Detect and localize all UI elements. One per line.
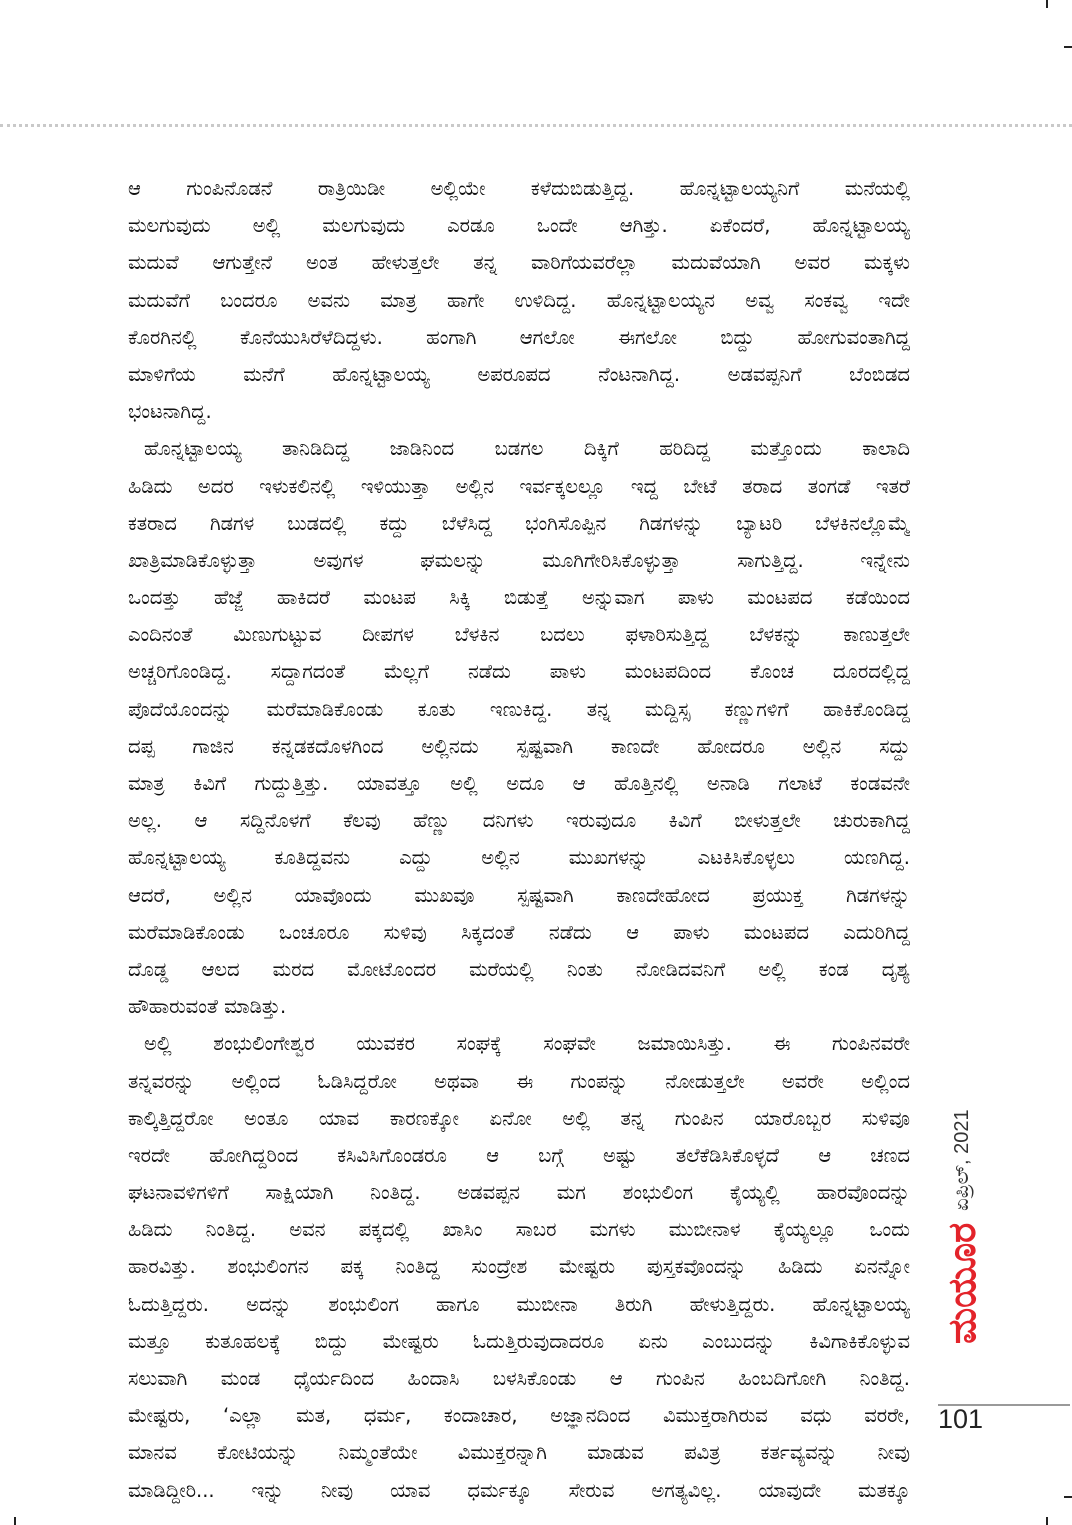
crop-mark-top-right (1046, 0, 1048, 8)
body-line: ಮದುವೆ ಆಗುತ್ತೇನೆ ಅಂತ ಹೇಳುತ್ತಲೇ ತನ್ನ ವಾರಿಗೆಯವರೆಲ್ಲಾ ಮದುವೆಯಾಗಿ ಅವರ ಮಕ್ಕಳು (128, 251, 910, 275)
crop-mark-bottom-right (1046, 1517, 1048, 1525)
body-line: ಹೊನ್ನಟ್ಟಾಲಯ್ಯ ಕೂತಿದ್ದವನು ಎದ್ದು ಅಲ್ಲಿನ ಮುಖಗಳನ್ನು ಎಟಕಿಸಿಕೊಳ್ಳಲು ಯಣಗಿದ್ದ. (128, 846, 910, 870)
body-line: ಖಾತ್ರಿಮಾಡಿಕೊಳ್ಳುತ್ತಾ ಅವುಗಳ ಘಮಲನ್ನು ಮೂಗಿಗೇರಿಸಿಕೊಳ್ಳುತ್ತಾ ಸಾಗುತ್ತಿದ್ದ. ಇನ್ನೇನು (128, 548, 910, 572)
body-line: ಮಾಳಿಗೆಯ ಮನೆಗೆ ಹೊನ್ನಟ್ಟಾಲಯ್ಯ ಅಪರೂಪದ ನೆಂಟನಾಗಿದ್ದ. ಅಡವಪ್ಪನಿಗೆ ಬೆಂಬಿಡದ (128, 362, 910, 386)
body-line: ತನ್ನವರನ್ನು ಅಲ್ಲಿಂದ ಓಡಿಸಿದ್ದರೋ ಅಥವಾ ಈ ಗುಂಪನ್ನು ನೋಡುತ್ತಲೇ ಅವರೇ ಅಲ್ಲಿಂದ (128, 1069, 910, 1093)
crop-mark-bottom-left (14, 1517, 16, 1525)
body-line: ಭಂಟನಾಗಿದ್ದ. (128, 400, 212, 424)
body-line: ಆದರೆ, ಅಲ್ಲಿನ ಯಾವೊಂದು ಮುಖವೂ ಸ್ಪಷ್ಟವಾಗಿ ಕಾಣದೇಹೋದ ಪ್ರಯುಕ್ತ ಗಿಡಗಳನ್ನು (128, 883, 910, 907)
body-line: ಅಚ್ಚರಿಗೊಂಡಿದ್ದ. ಸದ್ದಾಗದಂತೆ ಮೆಲ್ಲಗೆ ನಡೆದು ಪಾಳು ಮಂಟಪದಿಂದ ಕೊಂಚ ದೂರದಲ್ಲಿದ್ದ (128, 660, 910, 684)
header-dotted-rule (0, 124, 1072, 127)
page-number: 101 (938, 1404, 984, 1434)
body-line: ಎಂದಿನಂತೆ ಮಿಣುಗುಟ್ಟುವ ದೀಪಗಳ ಬೆಳಕಿನ ಬದಲು ಫಳಾರಿಸುತ್ತಿದ್ದ ಬೆಳಕನ್ನು ಕಾಣುತ್ತಲೇ (128, 623, 910, 647)
magazine-logo: ಮಯೂರ (940, 1222, 984, 1344)
body-line: ಘಟನಾವಳಿಗಳಿಗೆ ಸಾಕ್ಷಿಯಾಗಿ ನಿಂತಿದ್ದ. ಅಡವಪ್ಪನ ಮಗ ಶಂಭುಲಿಂಗ ಕೈಯ್ಯಲ್ಲಿ ಹಾರವೊಂದನ್ನು (128, 1181, 910, 1205)
body-line: ಕತರಾದ ಗಿಡಗಳ ಬುಡದಲ್ಲಿ ಕದ್ದು ಬೆಳೆಸಿದ್ದ ಭಂಗಿಸೊಪ್ಪಿನ ಗಿಡಗಳನ್ನು ಬ್ಯಾಟರಿ ಬೆಳಕಿನಲ್ಲೊಮ್ಮೆ (128, 511, 910, 535)
crop-mark-right-upper (1064, 46, 1072, 48)
body-line: ಅಲ್ಲ. ಆ ಸದ್ದಿನೊಳಗೆ ಕೆಲವು ಹೆಣ್ಣು ದನಿಗಳು ಇರುವುದೂ ಕಿವಿಗೆ ಬೀಳುತ್ತಲೇ ಚುರುಕಾಗಿದ್ದ (128, 809, 910, 833)
body-line: ಹಾರವಿತ್ತು. ಶಂಭುಲಿಂಗನ ಪಕ್ಕ ನಿಂತಿದ್ದ ಸುಂದ್ರೇಶ ಮೇಷ್ಟರು ಪುಸ್ತಕವೊಂದನ್ನು ಹಿಡಿದು ಏನನ್ನೋ (128, 1255, 910, 1279)
body-line: ಪೊದೆಯೊಂದನ್ನು ಮರೆಮಾಡಿಕೊಂಡು ಕೂತು ಇಣುಕಿದ್ದ. ತನ್ನ ಮದ್ದಿಸ್ಸ ಕಣ್ಣುಗಳಿಗೆ ಹಾಕಿಕೊಂಡಿದ್ದ (128, 697, 910, 721)
body-line: ದಪ್ಪ ಗಾಜಿನ ಕನ್ನಡಕದೊಳಗಿಂದ ಅಲ್ಲಿನದು ಸ್ಪಷ್ಟವಾಗಿ ಕಾಣದೇ ಹೋದರೂ ಅಲ್ಲಿನ ಸದ್ದು (128, 734, 910, 758)
body-line: ಹಿಡಿದು ನಿಂತಿದ್ದ. ಅವನ ಪಕ್ಕದಲ್ಲಿ ಖಾಸಿಂ ಸಾಬರ ಮಗಳು ಮುಬೀನಾಳ ಕೈಯ್ಯಲ್ಲೂ ಒಂದು (128, 1218, 910, 1242)
body-line: ಒಂದತ್ತು ಹೆಜ್ಜೆ ಹಾಕಿದರೆ ಮಂಟಪ ಸಿಕ್ಕಿ ಬಿಡುತ್ತೆ ಅನ್ನುವಾಗ ಪಾಳು ಮಂಟಪದ ಕಡೆಯಿಂದ (128, 586, 910, 610)
body-line: ಮಲಗುವುದು ಅಲ್ಲಿ ಮಲಗುವುದು ಎರಡೂ ಒಂದೇ ಆಗಿತ್ತು. ಏಕೆಂದರೆ, ಹೊನ್ನಟ್ಟಾಲಯ್ಯ (128, 214, 910, 238)
body-line: ಮರೆಮಾಡಿಕೊಂಡು ಒಂಚೂರೂ ಸುಳಿವು ಸಿಕ್ಕದಂತೆ ನಡೆದು ಆ ಪಾಳು ಮಂಟಪದ ಎದುರಿಗಿದ್ದ (128, 920, 910, 944)
body-line: ಹೊನ್ನಟ್ಟಾಲಯ್ಯ ತಾನಿಡಿದಿದ್ದ ಜಾಡಿನಿಂದ ಬಡಗಲ ದಿಕ್ಕಿಗೆ ಹರಿದಿದ್ದ ಮತ್ತೊಂದು ಕಾಲಾದಿ (144, 437, 910, 461)
body-line: ಮದುವೆಗೆ ಬಂದರೂ ಅವನು ಮಾತ್ರ ಹಾಗೇ ಉಳಿದಿದ್ದ. ಹೊನ್ನಟ್ಟಾಲಯ್ಯನ ಅವ್ವ ಸಂಕವ್ವ ಇದೇ (128, 288, 910, 312)
body-line: ಮತ್ತೂ ಕುತೂಹಲಕ್ಕೆ ಬಿದ್ದು ಮೇಷ್ಟರು ಓದುತ್ತಿರುವುದಾದರೂ ಏನು ಎಂಬುದನ್ನು ಕಿವಿಗಾಕಿಕೊಳ್ಳುವ (128, 1329, 910, 1353)
body-line: ಓದುತ್ತಿದ್ದರು. ಅದನ್ನು ಶಂಭುಲಿಂಗ ಹಾಗೂ ಮುಬೀನಾ ತಿರುಗಿ ಹೇಳುತ್ತಿದ್ದರು. ಹೊನ್ನಟ್ಟಾಲಯ್ಯ (128, 1292, 910, 1316)
body-line: ಹೌಹಾರುವಂತೆ ಮಾಡಿತ್ತು. (128, 995, 287, 1019)
article-body (128, 170, 910, 1509)
body-line: ಕಾಲ್ಕಿತ್ತಿದ್ದರೋ ಅಂತೂ ಯಾವ ಕಾರಣಕ್ಕೋ ಏನೋ ಅಲ್ಲಿ ತನ್ನ ಗುಂಪಿನ ಯಾರೊಬ್ಬರ ಸುಳಿವೂ (128, 1106, 910, 1130)
body-line: ಅಲ್ಲಿ ಶಂಭುಲಿಂಗೇಶ್ವರ ಯುವಕರ ಸಂಘಕ್ಕೆ ಸಂಘವೇ ಜಮಾಯಿಸಿತ್ತು. ಈ ಗುಂಪಿನವರೇ (144, 1032, 910, 1056)
body-line: ಮೇಷ್ಟರು, ‘ಎಲ್ಲಾ ಮತ, ಧರ್ಮ, ಕಂದಾಚಾರ, ಅಜ್ಞಾನದಿಂದ ವಿಮುಕ್ತರಾಗಿರುವ ವಧು ವರರೇ, (128, 1404, 910, 1428)
body-line: ಮಾತ್ರ ಕಿವಿಗೆ ಗುದ್ದುತ್ತಿತ್ತು. ಯಾವತ್ತೂ ಅಲ್ಲಿ ಅದೂ ಆ ಹೊತ್ತಿನಲ್ಲಿ ಅನಾಡಿ ಗಲಾಟೆ ಕಂಡವನೇ (128, 772, 910, 795)
body-line: ಸಲುವಾಗಿ ಮಂಡ ಧೈರ್ಯದಿಂದ ಹಿಂದಾಸಿ ಬಳಸಿಕೊಂಡು ಆ ಗುಂಪಿನ ಹಿಂಬದಿಗೋಗಿ ನಿಂತಿದ್ದ. (128, 1367, 910, 1390)
body-line: ಹಿಡಿದು ಅದರ ಇಳುಕಲಿನಲ್ಲಿ ಇಳಿಯುತ್ತಾ ಅಲ್ಲಿನ ಇರ್ವಕ್ಕಲಲ್ಲೂ ಇದ್ದ ಬೇಟೆ ತರಾದ ತಂಗಡೆ ಇತರೆ (128, 474, 910, 498)
body-line: ಕೊರಗಿನಲ್ಲಿ ಕೊನೆಯುಸಿರೆಳೆದಿದ್ದಳು. ಹಂಗಾಗಿ ಆಗಲೋ ಈಗಲೋ ಬಿದ್ದು ಹೋಗುವಂತಾಗಿದ್ದ (128, 325, 910, 349)
body-line: ಆ ಗುಂಪಿನೊಡನೆ ರಾತ್ರಿಯಿಡೀ ಅಲ್ಲಿಯೇ ಕಳೆದುಬಿಡುತ್ತಿದ್ದ. ಹೊನ್ನಟ್ಟಾಲಯ್ಯನಿಗೆ ಮನೆಯಲ್ಲಿ (128, 177, 910, 200)
issue-date: ಏಪ್ರಿಲ್, 2021 (951, 1109, 973, 1211)
crop-mark-right-lower (1064, 1496, 1072, 1498)
body-line: ಮಾನವ ಕೋಟಿಯನ್ನು ನಿಮ್ಮಂತೆಯೇ ವಿಮುಕ್ತರನ್ನಾಗಿ ಮಾಡುವ ಪವಿತ್ರ ಕರ್ತವ್ಯವನ್ನು ನೀವು (128, 1441, 910, 1465)
body-line: ದೊಡ್ಡ ಆಲದ ಮರದ ಮೋಟೊಂದರ ಮರೆಯಲ್ಲಿ ನಿಂತು ನೋಡಿದವನಿಗೆ ಅಲ್ಲಿ ಕಂಡ ದೃಶ್ಯ (128, 957, 910, 981)
body-line: ಇರದೇ ಹೋಗಿದ್ದರಿಂದ ಕಸಿವಿಸಿಗೊಂಡರೂ ಆ ಬಗ್ಗೆ ಅಷ್ಟು ತಲೆಕೆಡಿಸಿಕೊಳ್ಳದೆ ಆ ಚಣದ (128, 1143, 910, 1167)
body-line: ಮಾಡಿದ್ದೀರಿ... ಇನ್ನು ನೀವು ಯಾವ ಧರ್ಮಕ್ಕೂ ಸೇರುವ ಅಗತ್ಯವಿಲ್ಲ. ಯಾವುದೇ ಮತಕ್ಕೂ (128, 1478, 910, 1502)
